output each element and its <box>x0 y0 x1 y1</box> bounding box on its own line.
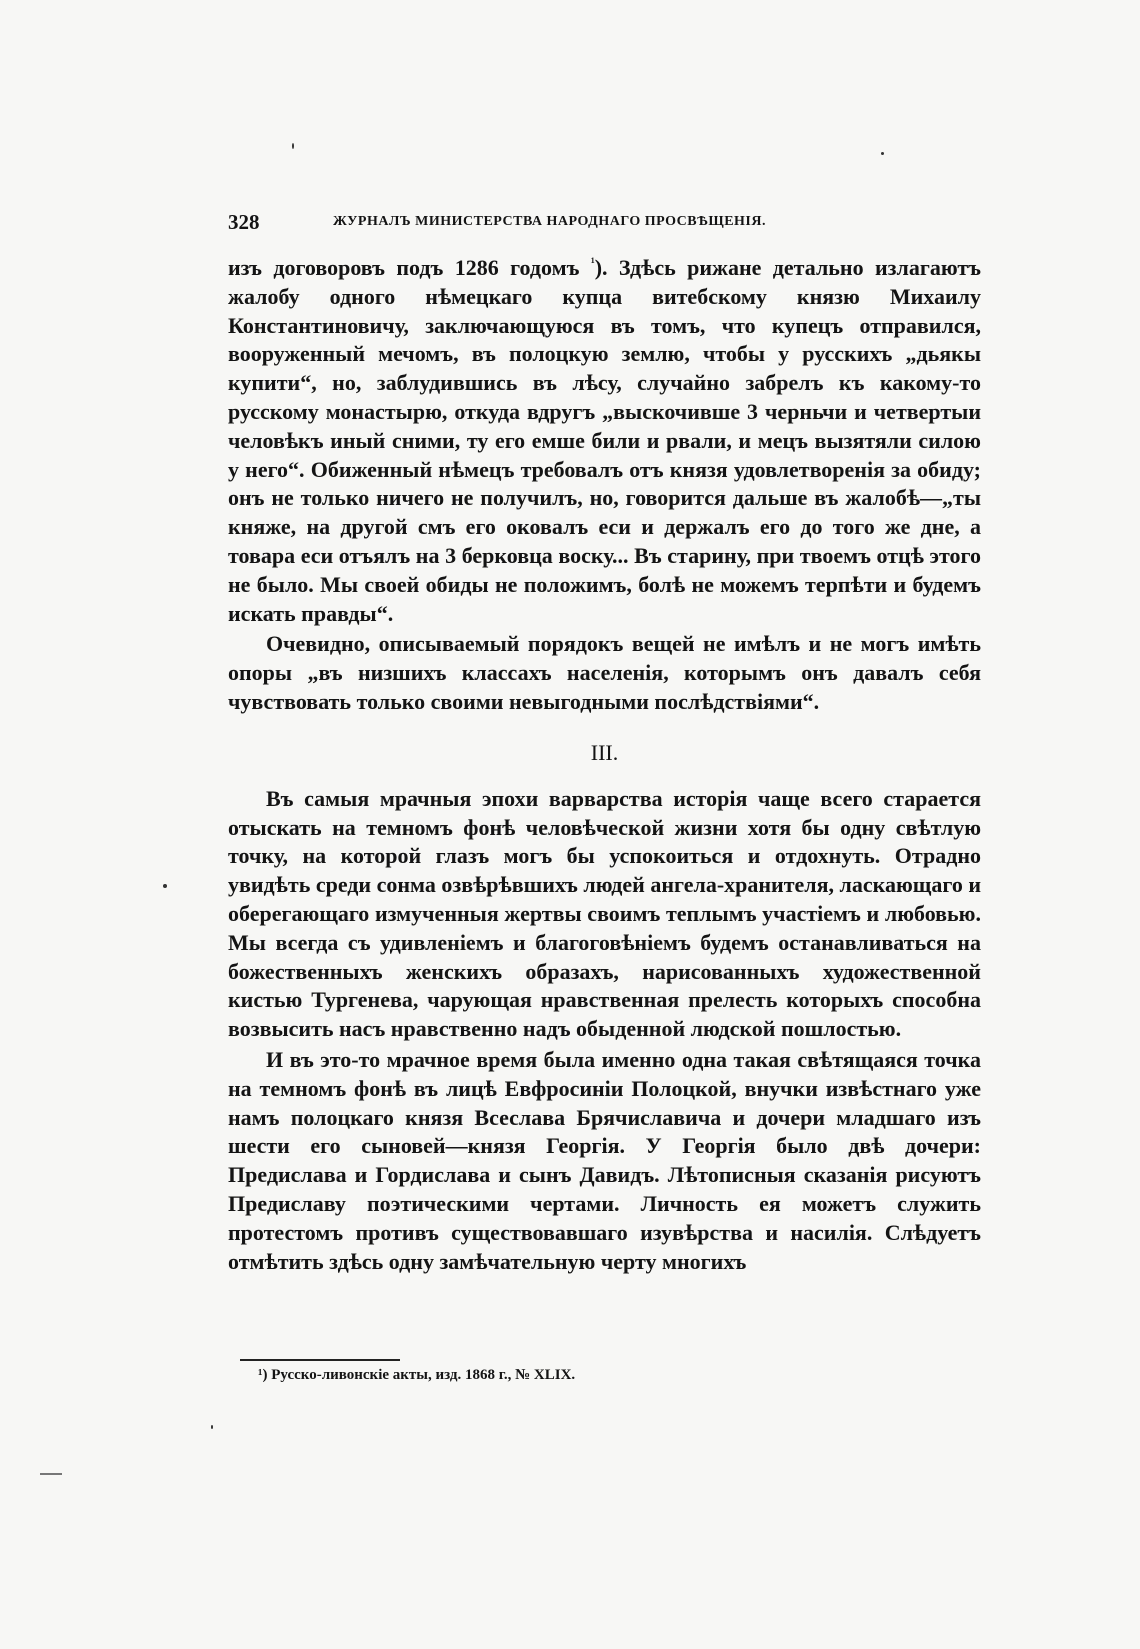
footnote-reference: ¹ <box>590 254 595 270</box>
paragraph: Въ самыя мрачныя эпохи варварства исторія чаще всего старается отыскать на темномъ фонѣ человѣческой жизни хотя бы одну свѣтлую точку, на которой глазъ могъ бы успокоиться и отдохнуть. Отрадно увидѣть среди сонма озвѣрѣвшихъ людей ангела-хранителя, ласкающаго и оберегающаго измученныя жертвы своимъ теплымъ участіемъ и любовью. Мы всегда съ удивленіемъ и благоговѣніемъ будемъ останавливаться на божественныхъ женскихъ образахъ, нарисованныхъ художественной кистью Тургенева, чарующая нравственная прелесть которыхъ способна возвысить насъ нравственно надъ обыденной людской пошлостью. <box>228 785 981 1042</box>
page-number: 328 <box>228 210 260 234</box>
scan-speck <box>211 1425 213 1429</box>
paragraph-text: изъ договоровъ подъ 1286 годомъ <box>228 255 591 280</box>
footnote: ¹) Русско-ливонскіе акты, изд. 1868 г., № XLIX. <box>258 1367 576 1383</box>
scan-speck <box>40 1473 62 1475</box>
paragraph <box>228 254 981 628</box>
section-heading: III. <box>590 739 619 765</box>
paragraph-text: ). Здѣсь рижане детально излагаютъ жалобу одного нѣмецкаго купца витебскому князю Михаилу Константиновичу, заключающуюся въ томъ, что купецъ отправился, вооруженный мечомъ, въ полоцкую землю, чтобы у русскихъ „дьякы купити“, но, заблудившись въ лѣсу, случайно забрелъ къ какому-то русскому монастырю, откуда вдругъ „выскочивше 3 черньчи и четвертыи человѣкъ иный сними, ту его емше били и рвали, и мецъ вызятяли силою у него“. Обиженный нѣмецъ требовалъ отъ князя удовлетворенія за обиду; онъ не только ничего не получилъ, но, говорится дальше въ жалобѣ—„ты княже, на другой смъ его оковалъ еси и держалъ его до того же дне, а товара еси отъялъ на 3 берковца воску... Въ старину, при твоемъ отцѣ этого не было. Мы своей обиды не положимъ, болѣ не можемъ терпѣти и будемъ искать правды“. <box>228 255 981 626</box>
footnote-divider <box>240 1359 400 1361</box>
paragraph: Очевидно, описываемый порядокъ вещей не имѣлъ и не могъ имѣть опоры „въ низшихъ классахъ населенія, которымъ онъ давалъ себя чувствовать только своими невыгодными послѣдствіями“. <box>228 631 981 714</box>
body-text <box>228 254 981 1276</box>
running-title: ЖУРНАЛЪ МИНИСТЕРСТВА НАРОДНАГО ПРОСВѢЩЕНІЯ. <box>333 214 766 229</box>
page-header <box>228 210 856 240</box>
scan-speck <box>163 884 167 888</box>
scan-speck <box>292 143 294 149</box>
scan-speck <box>881 152 884 155</box>
paragraph: И въ это-то мрачное время была именно одна такая свѣтящаяся точка на темномъ фонѣ въ лицѣ Евфросиніи Полоцкой, внучки извѣстнаго уже намъ полоцкаго князя Всеслава Брячиславича и дочери младшаго изъ шести его сыновей—князя Георгія. У Георгія было двѣ дочери: Предислава и Гордислава и сынъ Давидъ. Лѣтописныя сказанія рисуютъ Предиславу поэтическими чертами. Личность ея можетъ служить протестомъ противъ существовавшаго изувѣрства и насилія. Слѣдуетъ отмѣтить здѣсь одну замѣчательную черту многихъ <box>228 1046 981 1274</box>
